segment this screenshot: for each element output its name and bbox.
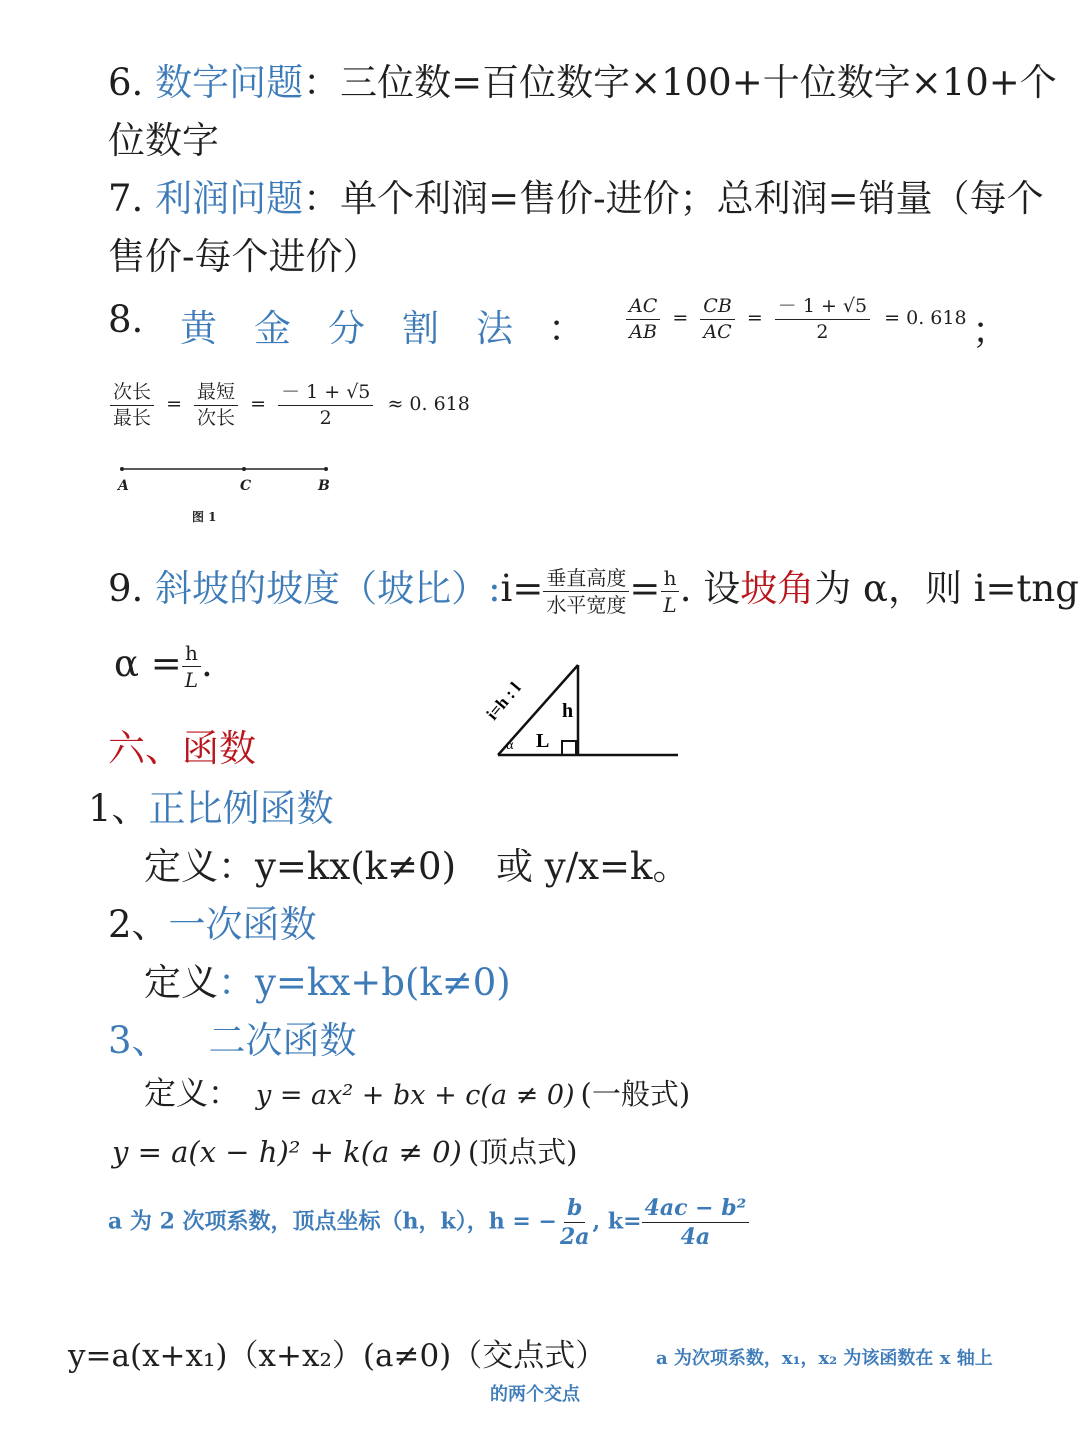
figure-caption: 图 1 xyxy=(192,510,217,524)
alpha-equals: α = xyxy=(114,642,182,685)
frac-den: 最长 xyxy=(113,406,152,429)
colon: ： xyxy=(548,307,585,350)
def-label: 定义： xyxy=(144,845,255,888)
point-b-dot xyxy=(324,467,328,471)
intercept-note-line2: 的两个交点 xyxy=(490,1384,580,1405)
def-alt: 或 y/x=k。 xyxy=(496,845,690,888)
frac-num: 垂直高度 xyxy=(543,567,629,592)
section-functions-heading: 六、函数 xyxy=(108,727,256,770)
length-label: L xyxy=(536,730,550,752)
equals: = xyxy=(166,393,182,416)
colon: ： xyxy=(303,61,341,104)
item-title: 正比例函数 xyxy=(148,787,334,830)
form-tag: (一般式) xyxy=(580,1077,691,1111)
item-body: 单个利润=售价-进价；总利润=销量（每个 xyxy=(340,177,1044,220)
item-number: 2、 xyxy=(108,903,169,946)
semicolon: ； xyxy=(972,309,1009,352)
colon: : xyxy=(488,567,501,610)
item-title: 二次函数 xyxy=(208,1019,357,1062)
function-3-heading xyxy=(108,1010,357,1064)
point-c-label: C xyxy=(240,478,252,494)
height-label: h xyxy=(562,700,574,722)
frac-den: 水平宽度 xyxy=(546,593,627,617)
frac-num: b xyxy=(564,1196,585,1223)
item-7-line1 xyxy=(108,168,1044,222)
intercept-note-line1: a 为次项系数，x₁，x₂ 为该函数在 x 轴上 xyxy=(656,1348,993,1369)
frac-num: 次长 xyxy=(110,382,154,406)
item-number: 6. xyxy=(108,61,144,104)
value: ≈ 0. 618 xyxy=(387,393,470,416)
item-body: 三位数=百位数字×100+十位数字×10+个 xyxy=(340,61,1057,104)
golden-ratio-formula-1 xyxy=(626,296,967,343)
def-formula: y=kx+b(k≠0) xyxy=(255,961,511,1004)
item-number: 1、 xyxy=(88,787,149,830)
frac-den: 次长 xyxy=(197,406,236,429)
item-9-line1 xyxy=(108,558,1079,616)
title-char: 金 xyxy=(254,307,291,350)
frac-den: 2 xyxy=(319,406,332,429)
frac-num: 4ac − b² xyxy=(642,1196,750,1223)
function-2-definition xyxy=(144,952,511,1006)
frac-den: L xyxy=(663,593,677,617)
item-title: 斜坡的坡度（坡比） xyxy=(155,567,489,610)
function-3-general-form xyxy=(144,1068,690,1114)
item-number: 3、 xyxy=(108,1019,169,1062)
golden-ratio-formula-2 xyxy=(110,382,470,429)
def-label: 定义： xyxy=(144,1074,241,1112)
item-8-title xyxy=(180,298,217,352)
title-char: 割 xyxy=(402,307,439,350)
point-c-dot xyxy=(242,467,246,471)
item-9-line2 xyxy=(114,642,213,691)
equals: = xyxy=(746,307,763,330)
value: = 0. 618 xyxy=(884,307,967,330)
def-label: 定义 xyxy=(144,961,218,1004)
point-a-label: A xyxy=(118,478,129,494)
function-1-heading xyxy=(88,778,334,832)
frac-num: CB xyxy=(700,296,735,320)
frac-den: 4a xyxy=(680,1224,711,1251)
frac-num: h xyxy=(661,567,680,592)
def-formula: y=kx(k≠0) xyxy=(255,845,457,888)
frac-den: AB xyxy=(629,320,657,343)
form-tag: (顶点式) xyxy=(467,1135,578,1169)
equals: = xyxy=(629,567,661,610)
item-7-line2: 售价-每个进价） xyxy=(108,235,380,278)
item-6-line1 xyxy=(108,52,1057,106)
equals: = xyxy=(250,393,267,416)
title-char: 法 xyxy=(476,307,513,350)
item-title: 数字问题 xyxy=(155,61,304,104)
frac-num: － 1 + √5 xyxy=(278,382,373,406)
i-equals: i= xyxy=(500,567,544,610)
function-2-heading xyxy=(108,894,317,948)
text: 为 α，则 i=tng xyxy=(814,567,1079,610)
frac-num: 最短 xyxy=(194,382,238,406)
colon: ： xyxy=(218,961,255,1004)
item-6-line2: 位数字 xyxy=(108,119,219,162)
point-b-label: B xyxy=(318,478,330,494)
title-char: 黄 xyxy=(180,307,217,350)
item-number: 9. xyxy=(108,567,144,610)
point-a-dot xyxy=(120,467,124,471)
frac-num: AC xyxy=(626,296,660,320)
golden-section-figure xyxy=(110,455,350,535)
slope-label: i=h : l xyxy=(482,678,525,724)
note-text: a 为 2 次项系数，顶点坐标（h，k），h = − xyxy=(108,1208,557,1235)
title-char: 分 xyxy=(328,307,365,350)
function-1-definition xyxy=(144,836,689,890)
frac-num: h xyxy=(182,642,201,667)
function-3-intercept-form: y=a(x+x₁)（x+x₂）(a≠0)（交点式） xyxy=(68,1338,607,1374)
frac-den: 2a xyxy=(559,1224,590,1251)
item-8-number: 8. xyxy=(108,298,144,341)
colon: ： xyxy=(303,177,341,220)
item-number: 7. xyxy=(108,177,144,220)
note-text: , k= xyxy=(592,1208,642,1235)
general-formula: y = ax² + bx + c(a ≠ 0) xyxy=(256,1080,575,1111)
slope-triangle-figure xyxy=(470,655,690,765)
slope-angle-term: 坡角 xyxy=(740,567,815,610)
text: . 设 xyxy=(679,567,741,610)
item-title: 利润问题 xyxy=(155,177,304,220)
function-3-vertex-form xyxy=(112,1130,577,1171)
item-title: 一次函数 xyxy=(168,903,317,946)
right-angle-mark xyxy=(562,741,576,755)
vertex-note xyxy=(108,1196,749,1249)
equals: = xyxy=(672,307,689,330)
alpha-label: α xyxy=(506,738,514,753)
vertex-formula: y = a(x − h)² + k(a ≠ 0) xyxy=(112,1135,462,1169)
frac-den: AC xyxy=(703,320,732,343)
frac-den: L xyxy=(184,668,199,692)
dot: . xyxy=(201,642,213,685)
frac-num: － 1 + √5 xyxy=(775,296,870,320)
frac-den: 2 xyxy=(816,320,829,343)
